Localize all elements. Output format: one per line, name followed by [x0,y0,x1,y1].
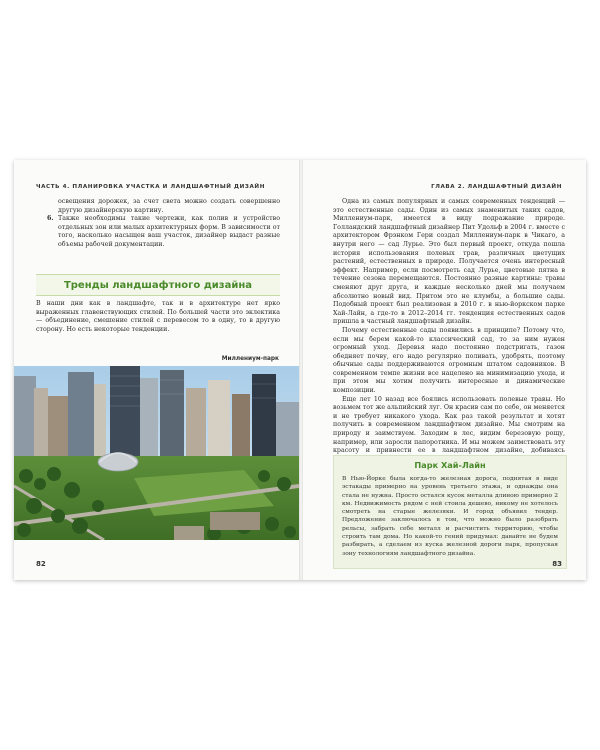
book-spread [14,160,586,580]
section-heading-band [36,274,280,296]
running-head-left: ЧАСТЬ 4. ПЛАНИРОВКА УЧАСТКА И ЛАНДШАФТНЫЙ ДИЗАЙН [36,184,265,190]
list-item-number: 6. [47,215,54,223]
list-item-text: Также необходимы такие чертежи, как полив и устройство отдельных зон или малых архитектурных форм. В зависимости от того, насколько насыщен ваш участок, дизайнер выдаст разные объемы рабочей документации. [58,215,280,248]
main-text [333,198,565,464]
list-item-text: освещения дорожек, за счет света можно создать совершенно другую дизайнерскую картину. [58,198,280,214]
paragraph-3: Еще лет 10 назад все боялись использовать полевые травы. Но возьмем тот же альпийский луг. Он красив сам по себе, он меняется и не требует никакого ухода. Как раз такой результат и хотят получить в современном ландшафтном дизайне. Мы смотрим на природу и заимствуем. Заходим в лес, видим березовую рощу, например, или заросли папоротника. И мы можем заимствовать эту красоту и привнести ее в ландшафтном дизайне, добиваясь [333,395,565,455]
paragraph: В наши дни как в ландшафте, так и в архитектуре нет ярко выраженных главенствующих стилей. По большей части это эклектика — объединение, смешение стилей с перевесом то в одну, то в другую сторону. Но есть некоторые тенденции. [36,300,280,333]
paragraph-1: Одна из самых популярных и самых современных тенденций — это естественные сады. Один из самых знаменитых таких садов, Миллениум-парк, имеется в виду подражание природе. Голландский ландшафтный дизайнер Пит Удольф в 2004 г. вместе с архитектором Фрэнком Гери создал Миллениум-парк в Чикаго, а внутри него — сад Лурье. Это был первый проект, откуда пошла история использования полевых трав, различных цветущих растений, естественных в природе. Получается очень интересный эффект. Например, если посмотреть сад Лурье, цветовые пятна в течение сезона перемещаются. Постоянно разные картины: травы сменяют друг друга, и каждые несколько дней мы получаем абсолютно новый вид. Притом это не клумбы, а большие сады. Подобный проект был реализован в 2010 г. в нью-йоркском парке Хай-Лайн, а где-то в 2012–2014 гг. тенденция естественных садов пришла в частный ландшафтный дизайн. [333,198,565,326]
sidebar-text: В Нью-Йорке была когда-то железная дорога, поднятая в виде эстакады примерно на уровень третьего этажа, и однажды она стала не нужна. Просто остался кусок металла длиною примерно 2 км. Недвижимость рядом с ней стоила дешево, никому не хотелось смотреть на старые железяки. И город объявил тендер. Предложение заключалось в том, что можно было разобрать рельсы, забрать себе металл и расчистить территорию, чтобы строить там дома. Но какой-то гений придумал: давайте не будем разбирать, а сделаем из куска железной дороги парк, пропуская зону технологиям ландшафтного дизайна. [342,476,558,557]
page-number-left: 82 [36,560,46,568]
list-item-continued [58,198,280,215]
sidebar-title: Парк Хай-Лайн [414,460,486,470]
numbered-list [47,198,280,250]
photo-caption: Миллениум-парк [221,356,279,362]
paragraph-2: Почему естественные сады появились в принципе? Потому что, если мы берем какой-то классический сад, то за ним нужен огромный уход. Деревья надо постоянно подстригать, газон обедняет почву, его надо регулярно поливать, удобрять, поэтому обычные сады поддерживаются огромным штатом садовников. В современном темпе жизни все нацелено на минимизацию ухода, и при этом мы хотим получить интересные и динамические композиции. [333,326,565,395]
right-page [303,160,586,580]
high-line-sidebar [333,455,567,569]
page-number-right: 83 [552,560,562,568]
left-page [14,160,299,580]
trends-paragraph [36,300,280,334]
section-title: Тренды ландшафтного дизайна [63,279,253,291]
list-item-6 [47,215,280,249]
running-head-right: ГЛАВА 2. ЛАНДШАФТНЫЙ ДИЗАЙН [431,184,562,190]
millennium-park-photo [14,366,299,540]
